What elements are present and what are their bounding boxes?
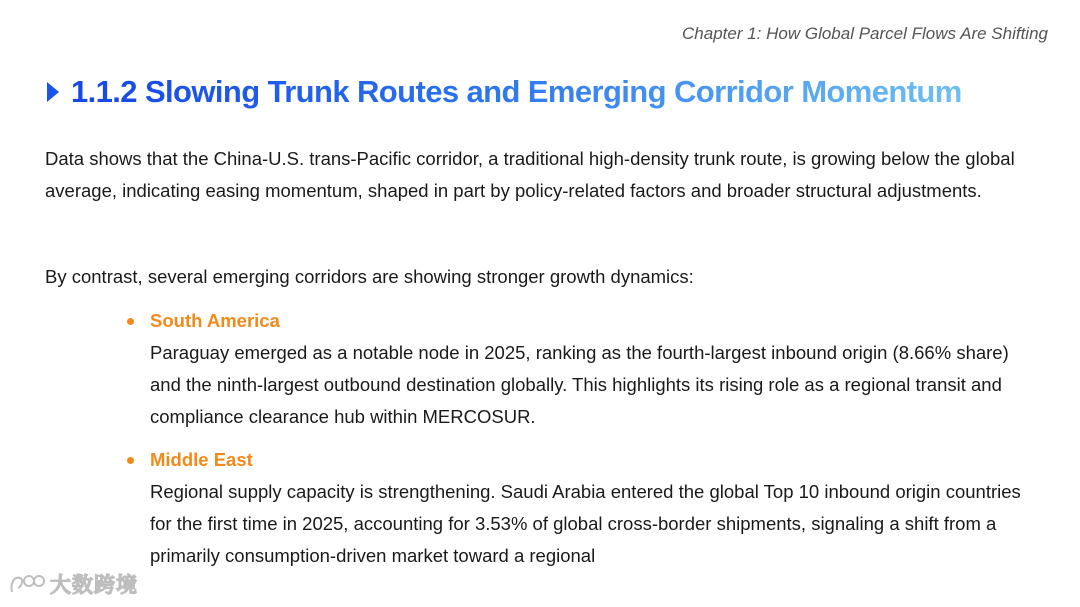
watermark	[8, 569, 138, 599]
intro-paragraph: Data shows that the China-U.S. trans-Pacific corridor, a traditional high-density trunk route, is growing below the global average, indicating easing momentum, shaped in part by policy-related factors and broader structural adjustments.	[45, 148, 1015, 201]
section-title: 1.1.2 Slowing Trunk Routes and Emerging Corridor Momentum	[71, 74, 962, 109]
section-heading	[47, 74, 962, 110]
bullet-dot-icon	[127, 457, 134, 464]
corridor-description: Paraguay emerged as a notable node in 2025, ranking as the fourth-largest inbound origin (8.66% share) and the ninth-largest outbound destination globally. This highlights its rising role as a regional transit and compliance clearance hub within MERCOSUR.	[150, 342, 1009, 427]
contrast-paragraph: By contrast, several emerging corridors are showing stronger growth dynamics:	[45, 266, 694, 287]
brand-logo-icon	[8, 572, 46, 596]
corridor-region: Middle East	[150, 449, 253, 470]
watermark-text: 大数跨境	[50, 574, 138, 597]
chapter-title: Chapter 1: How Global Parcel Flows Are Shifting	[682, 24, 1048, 43]
play-triangle-icon	[47, 82, 59, 102]
corridor-item-middle-east	[150, 445, 1040, 572]
bullet-dot-icon	[127, 318, 134, 325]
corridor-item-south-america	[150, 306, 1040, 433]
corridor-region: South America	[150, 310, 280, 331]
corridor-description: Regional supply capacity is strengthening. Saudi Arabia entered the global Top 10 inbound origin countries for the first time in 2025, accounting for 3.53% of global cross-border shipments, signaling a shift from a primarily consumption-driven market toward a regional	[150, 481, 1021, 566]
